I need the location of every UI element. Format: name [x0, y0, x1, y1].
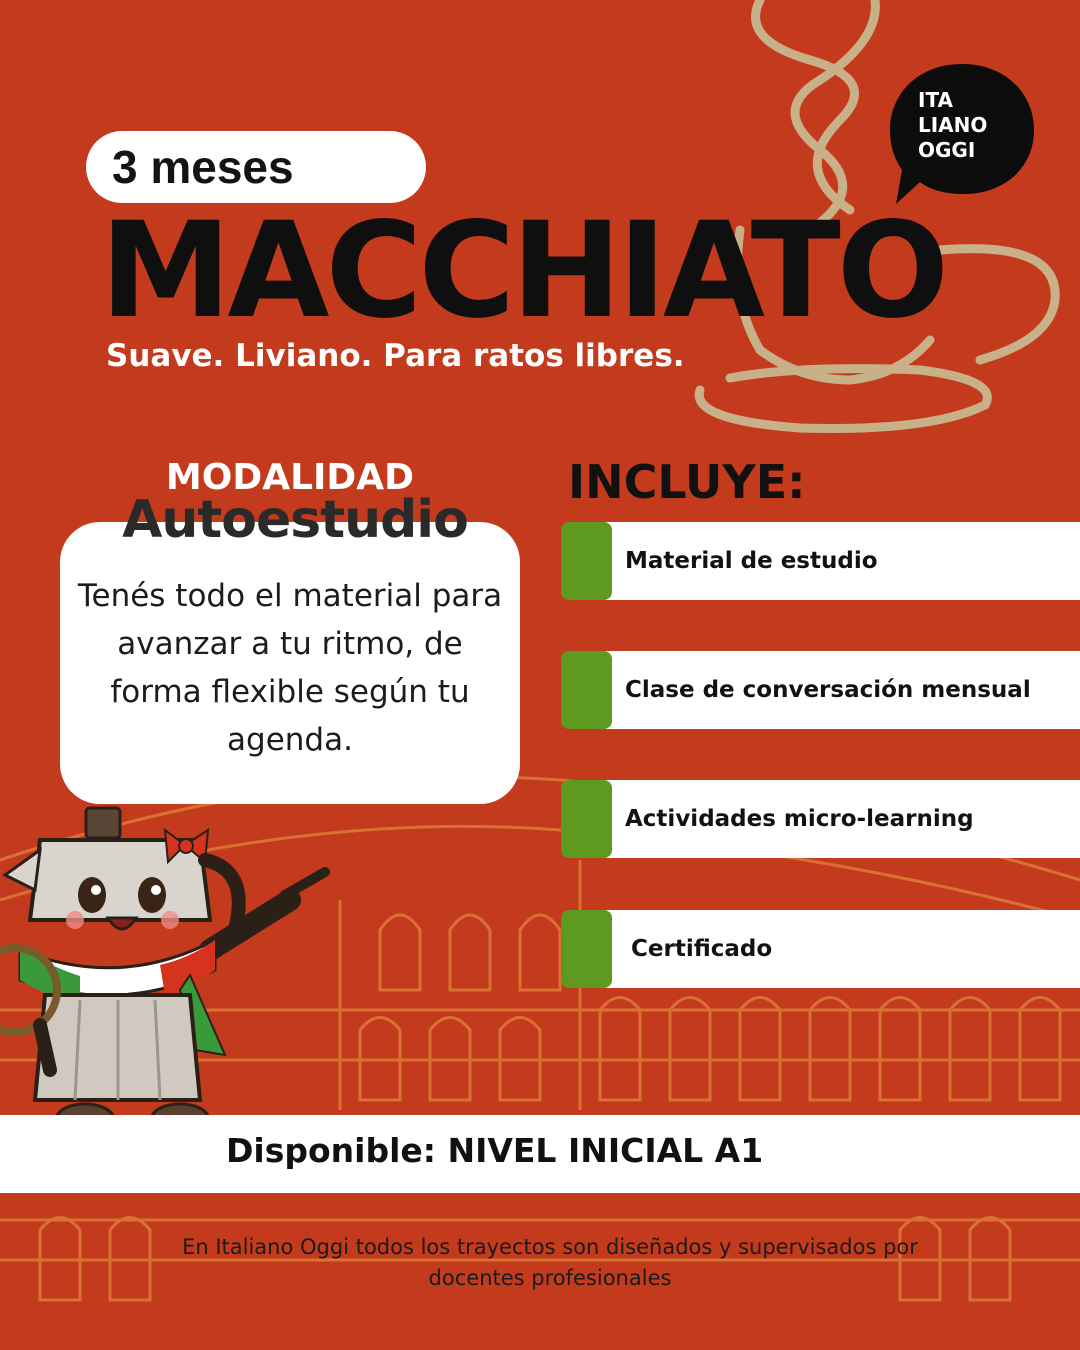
- feature-bullet-icon: [561, 780, 612, 858]
- logo-line: ITA: [918, 88, 954, 112]
- moka-pot-mascot-icon: [0, 800, 340, 1150]
- logo-line: LIANO: [918, 113, 988, 137]
- feature-label: Clase de conversación mensual: [625, 677, 1031, 703]
- logo-line: OGGI: [918, 138, 976, 162]
- footer-note: En Italiano Oggi todos los trayectos son diseñados y supervisados por docentes profesionales: [182, 1235, 918, 1290]
- brand-logo-text: [918, 88, 1018, 163]
- availability-banner: [0, 1115, 1080, 1193]
- feature-label: Actividades micro-learning: [625, 806, 974, 832]
- feature-item: [561, 910, 1080, 988]
- availability-label: Disponible: NIVEL INICIAL A1: [226, 1131, 764, 1170]
- feature-label: Material de estudio: [625, 548, 878, 574]
- feature-item: [561, 522, 1080, 600]
- feature-bullet-icon: [561, 651, 612, 729]
- modality-name: Autoestudio: [122, 490, 468, 550]
- modality-description: Tenés todo el material para avanzar a tu ritmo, de forma flexible según tu agenda.: [77, 578, 503, 758]
- feature-item: [561, 651, 1080, 729]
- modality-heading: MODALIDAD: [165, 457, 415, 498]
- plan-tagline: Suave. Liviano. Para ratos libres.: [106, 338, 685, 374]
- feature-bullet-icon: [561, 910, 612, 988]
- feature-item: [561, 780, 1080, 858]
- feature-bullet-icon: [561, 522, 612, 600]
- plan-title: MACCHIATO: [100, 194, 946, 348]
- includes-heading: INCLUYE:: [568, 455, 806, 509]
- feature-label: Certificado: [631, 936, 773, 962]
- duration-badge: [86, 131, 426, 203]
- duration-label: 3 meses: [112, 141, 294, 193]
